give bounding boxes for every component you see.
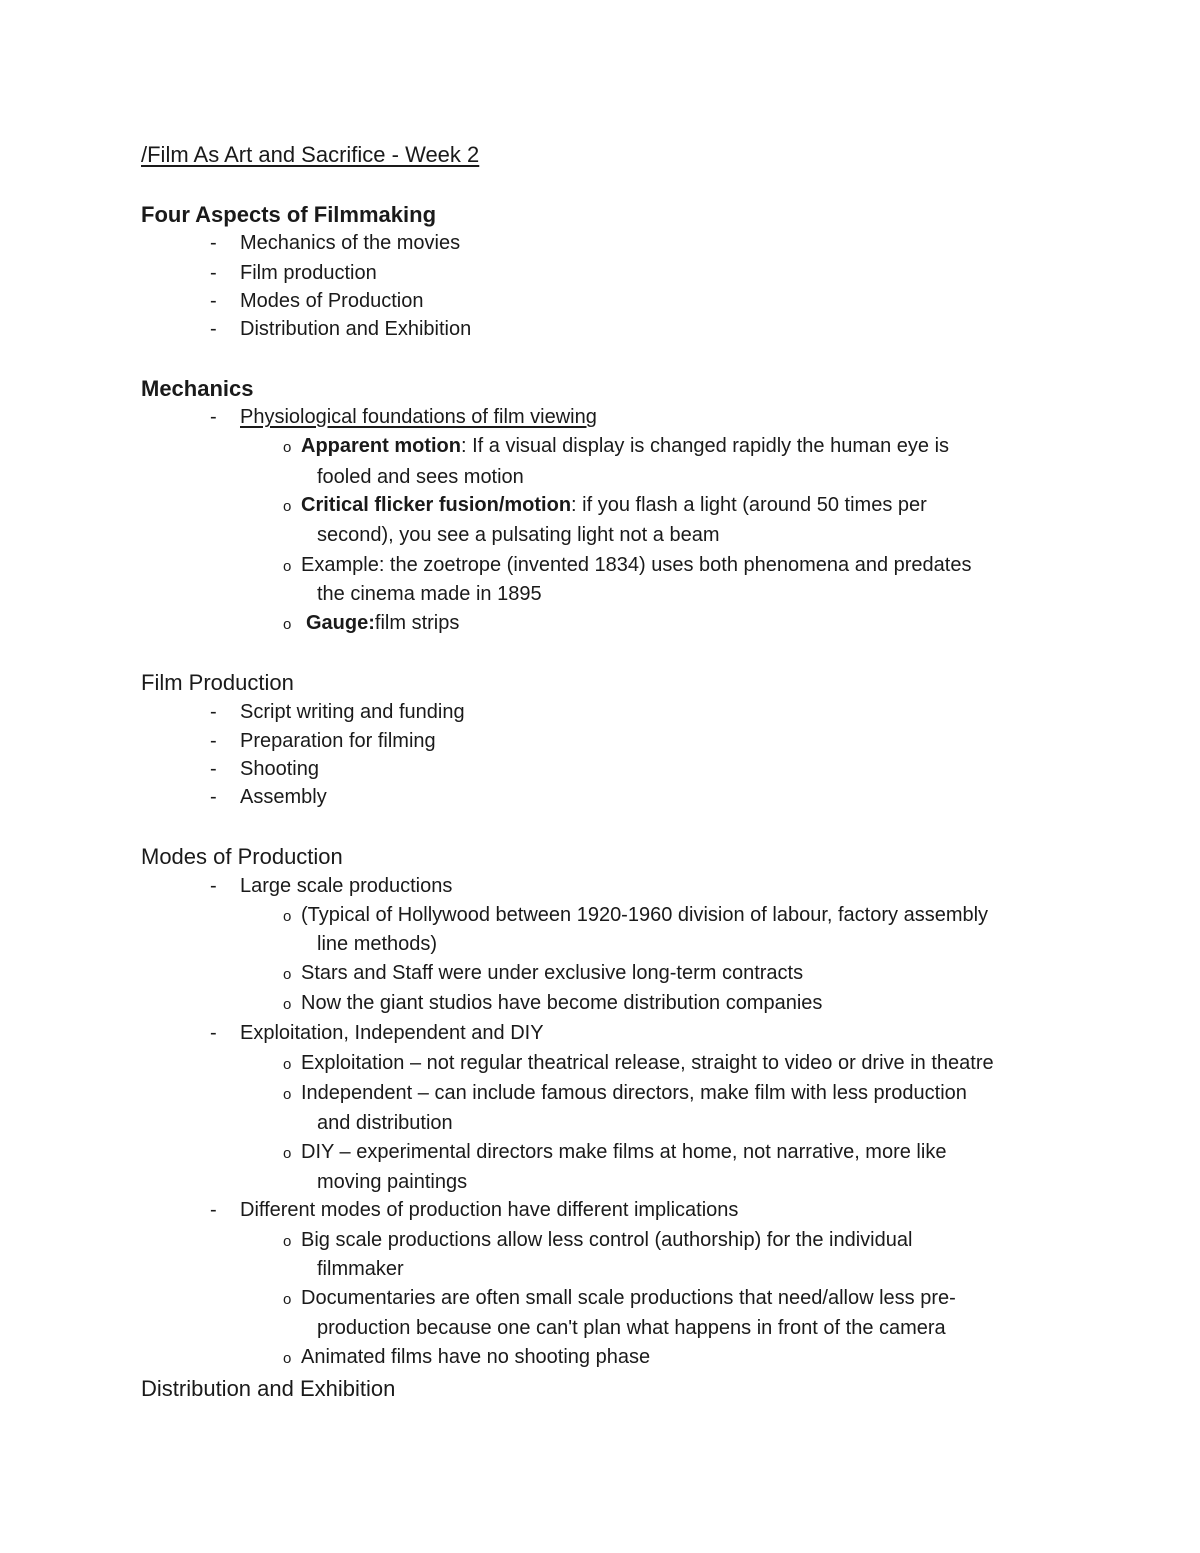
heading-film-production: Film Production bbox=[141, 670, 294, 695]
sub-list-continuation: production because one can't plan what happens in front of the camera bbox=[317, 1317, 946, 1339]
bullet-glyph: o bbox=[283, 1233, 292, 1250]
sub-list-item: o Now the giant studios have become distribution companies bbox=[283, 988, 822, 1020]
sub-list-item: o Documentaries are often small scale productions that need/allow less pre- bbox=[283, 1283, 956, 1315]
bullet-glyph: o bbox=[283, 616, 292, 633]
bullet-glyph: o bbox=[283, 498, 292, 515]
sub-list-continuation: and distribution bbox=[317, 1112, 453, 1134]
heading-mechanics: Mechanics bbox=[141, 376, 254, 401]
sub-list-continuation: filmmaker bbox=[317, 1258, 404, 1280]
bullet-glyph: o bbox=[283, 908, 292, 925]
sub-list-item: o Stars and Staff were under exclusive long-term contracts bbox=[283, 958, 803, 990]
bullet-glyph: o bbox=[283, 1086, 292, 1103]
list-item: - Film production bbox=[210, 262, 377, 284]
sub-list-item: o Big scale productions allow less control (authorship) for the individual bbox=[283, 1225, 912, 1257]
bullet-glyph: o bbox=[283, 996, 292, 1013]
dash-glyph: - bbox=[210, 875, 217, 897]
dash-glyph: - bbox=[210, 701, 217, 723]
list-item: - Physiological foundations of film viewing bbox=[210, 406, 597, 428]
list-item: - Different modes of production have different implications bbox=[210, 1199, 739, 1221]
dash-glyph: - bbox=[210, 232, 217, 254]
bullet-glyph: o bbox=[283, 966, 292, 983]
sub-list-item: o DIY – experimental directors make films at home, not narrative, more like bbox=[283, 1137, 946, 1169]
heading-four-aspects: Four Aspects of Filmmaking bbox=[141, 202, 437, 227]
list-item: - Preparation for filming bbox=[210, 730, 436, 752]
list-item: - Mechanics of the movies bbox=[210, 232, 461, 254]
sub-list-continuation: fooled and sees motion bbox=[317, 466, 524, 488]
sub-list-item: o Apparent motion: If a visual display is changed rapidly the human eye is bbox=[283, 431, 949, 463]
list-item: - Script writing and funding bbox=[210, 701, 465, 723]
dash-glyph: - bbox=[210, 1199, 217, 1221]
sub-list-item: o Exploitation – not regular theatrical release, straight to video or drive in theatre bbox=[283, 1048, 994, 1080]
sub-list-item: o Animated films have no shooting phase bbox=[283, 1342, 650, 1374]
heading-modes-of-production: Modes of Production bbox=[141, 844, 343, 869]
dash-glyph: - bbox=[210, 290, 217, 312]
dash-glyph: - bbox=[210, 758, 217, 780]
document-title: /Film As Art and Sacrifice - Week 2 bbox=[141, 142, 480, 167]
dash-glyph: - bbox=[210, 1022, 217, 1044]
bullet-glyph: o bbox=[283, 558, 292, 575]
dash-glyph: - bbox=[210, 262, 217, 284]
bullet-glyph: o bbox=[283, 1056, 292, 1073]
list-item: - Modes of Production bbox=[210, 290, 424, 312]
bullet-glyph: o bbox=[283, 1145, 292, 1162]
sub-list-item: o Independent – can include famous directors, make film with less production bbox=[283, 1078, 967, 1110]
bullet-glyph: o bbox=[283, 1350, 292, 1367]
sub-list-item: o (Typical of Hollywood between 1920-1960 division of labour, factory assembly bbox=[283, 900, 988, 932]
heading-distribution-exhibition: Distribution and Exhibition bbox=[141, 1376, 396, 1401]
dash-glyph: - bbox=[210, 406, 217, 428]
sub-list-item: o Example: the zoetrope (invented 1834) uses both phenomena and predates bbox=[283, 550, 971, 582]
list-item: - Assembly bbox=[210, 786, 327, 808]
list-item: - Large scale productions bbox=[210, 875, 453, 897]
sub-list-item: o Gauge:film strips bbox=[283, 608, 459, 640]
bullet-glyph: o bbox=[283, 1291, 292, 1308]
list-item: - Distribution and Exhibition bbox=[210, 318, 472, 340]
bullet-glyph: o bbox=[283, 439, 292, 456]
sub-list-continuation: moving paintings bbox=[317, 1171, 468, 1193]
dash-glyph: - bbox=[210, 318, 217, 340]
list-item: - Shooting bbox=[210, 758, 319, 780]
list-item: - Exploitation, Independent and DIY bbox=[210, 1022, 544, 1044]
dash-glyph: - bbox=[210, 730, 217, 752]
sub-list-item: o Critical flicker fusion/motion: if you flash a light (around 50 times per bbox=[283, 490, 927, 522]
dash-glyph: - bbox=[210, 786, 217, 808]
sub-list-continuation: second), you see a pulsating light not a beam bbox=[317, 524, 720, 546]
sub-list-continuation: line methods) bbox=[317, 933, 438, 955]
sub-list-continuation: the cinema made in 1895 bbox=[317, 583, 542, 605]
